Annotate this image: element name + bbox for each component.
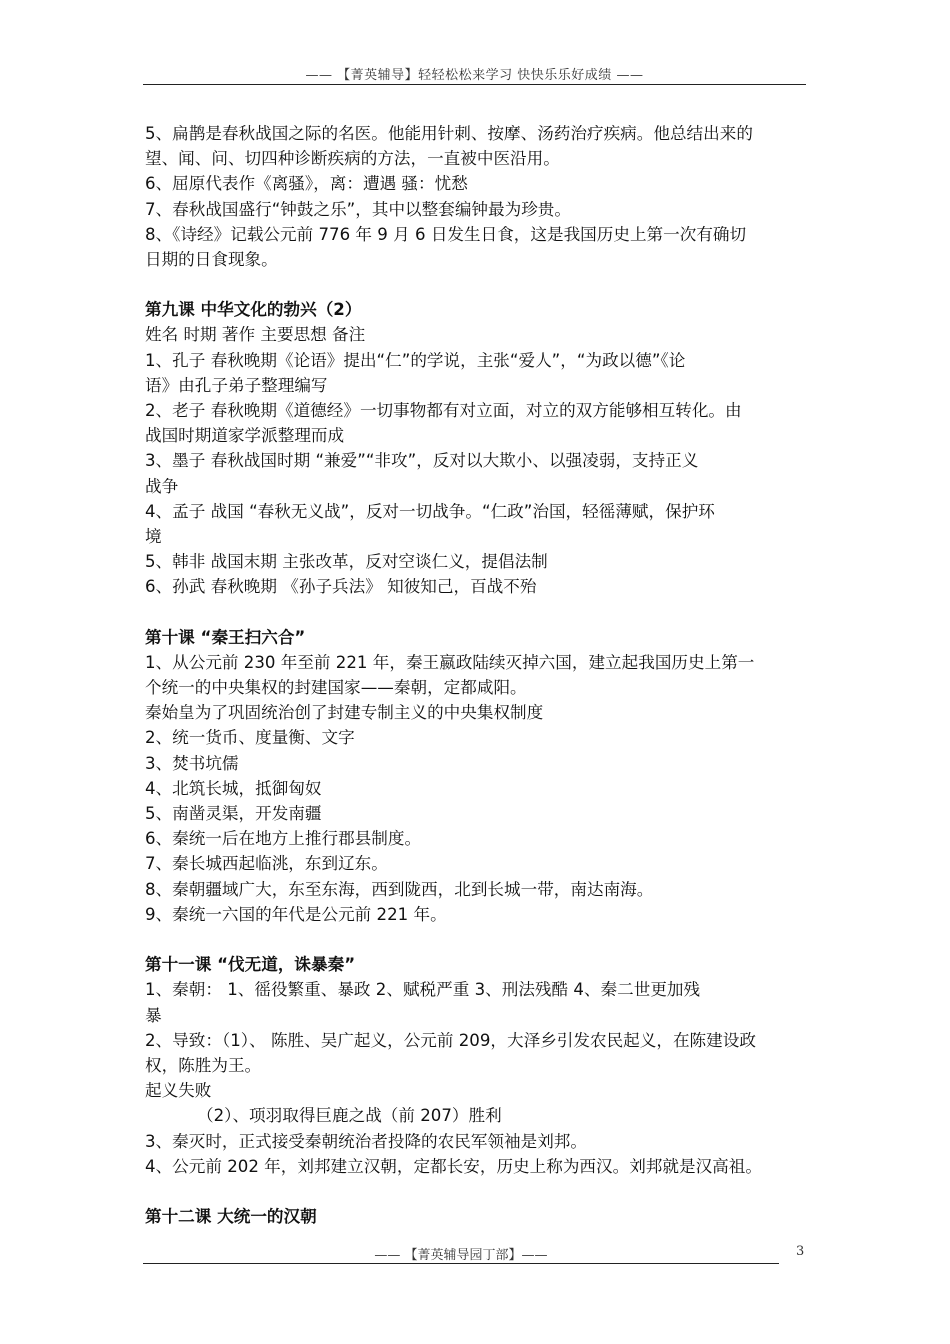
blank-line — [145, 272, 810, 297]
text-line: 起义失败 — [145, 1081, 212, 1101]
text-line: 秦始皇为了巩固统治创了封建专制主义的中央集权制度 — [145, 703, 544, 723]
text-line: 个统一的中央集权的封建国家——秦朝，定都咸阳。 — [145, 678, 527, 698]
text-line: 语》由孔子弟子整理编写 — [145, 375, 328, 395]
section-heading-lesson-9: 第九课 中华文化的勃兴（2） — [145, 300, 362, 320]
text-line: （2）、项羽取得巨鹿之战（前 207）胜利 — [197, 1106, 502, 1126]
text-line: 7、春秋战国盛行“钟鼓之乐”，其中以整套编钟最为珍贵。 — [145, 199, 571, 219]
text-line: 2、老子 春秋晚期《道德经》一切事物都有对立面，对立的双方能够相互转化。由 — [145, 401, 742, 421]
text-line: 6、孙武 春秋晚期 《孙子兵法》 知彼知己，百战不殆 — [145, 577, 537, 597]
text-line: 权，陈胜为王。 — [145, 1055, 262, 1075]
text-line: 暴 — [145, 1005, 162, 1025]
text-line: 8、《诗经》记载公元前 776 年 9 月 6 日发生日食，这是我国历史上第一次有确切 — [145, 224, 747, 244]
text-line: 5、南凿灵渠，开发南疆 — [145, 804, 322, 824]
text-line: 战争 — [145, 476, 179, 496]
text-line: 日期的日食现象。 — [145, 250, 278, 270]
text-line: 战国时期道家学派整理而成 — [145, 426, 345, 446]
text-line: 4、公元前 202 年，刘邦建立汉朝，定都长安，历史上称为西汉。刘邦就是汉高祖。 — [145, 1156, 762, 1176]
text-line: 2、统一货币、度量衡、文字 — [145, 728, 355, 748]
text-line: 3、墨子 春秋战国时期 “兼爱”“非攻”，反对以大欺小、以强凌弱，支持正义 — [145, 451, 699, 471]
footer-rule — [143, 1263, 779, 1264]
text-line: 5、韩非 战国末期 主张改革，反对空谈仁义，提倡法制 — [145, 552, 548, 572]
text-line: 3、焚书坑儒 — [145, 753, 239, 773]
text-line: 5、扁鹊是春秋战国之际的名医。他能用针刺、按摩、汤药治疗疾病。他总结出来的 — [145, 124, 753, 143]
page-number: 3 — [796, 1244, 805, 1259]
page-header: —— 【菁英辅导】轻轻松松来学习 快快乐乐好成绩 —— — [305, 68, 644, 83]
text-line: 望、闻、问、切四种诊断疾病的方法，一直被中医沿用。 — [145, 149, 560, 169]
text-line: 2、导致：（1）、 陈胜、吴广起义，公元前 209，大泽乡引发农民起义，在陈建设政 — [145, 1030, 756, 1050]
text-line: 7、秦长城西起临洮，东到辽东。 — [145, 854, 388, 874]
text-line: 8、秦朝疆域广大，东至东海，西到陇西，北到长城一带，南达南海。 — [145, 879, 654, 899]
page-footer: —— 【菁英辅导园丁部】—— — [374, 1248, 548, 1263]
header-rule — [143, 84, 806, 85]
section-heading-lesson-12: 第十二课 大统一的汉朝 — [145, 1206, 317, 1226]
text-line: 3、秦灭时，正式接受秦朝统治者投降的农民军领袖是刘邦。 — [145, 1131, 587, 1151]
document-body — [145, 121, 810, 1229]
text-line: 1、秦朝： 1、徭役繁重、暴政 2、赋税严重 3、刑法残酷 4、秦二世更加残 — [145, 980, 701, 1000]
section-heading-lesson-11: 第十一课 “伐无道，诛暴秦” — [145, 955, 356, 975]
text-line: 6、屈原代表作《离骚》，离：遭遇 骚：忧愁 — [145, 174, 468, 194]
text-line: 4、孟子 战国 “春秋无义战”，反对一切战争。“仁政”治国，轻徭薄赋，保护环 — [145, 501, 715, 521]
section-heading-lesson-10: 第十课 “秦王扫六合” — [145, 627, 306, 647]
text-line: 姓名 时期 著作 主要思想 备注 — [145, 325, 366, 345]
blank-line — [145, 1179, 810, 1204]
text-line: 9、秦统一六国的年代是公元前 221 年。 — [145, 904, 447, 924]
blank-line — [145, 600, 810, 625]
text-line: 4、北筑长城，抵御匈奴 — [145, 778, 322, 798]
text-line: 1、从公元前 230 年至前 221 年，秦王嬴政陆续灭掉六国，建立起我国历史上第一 — [145, 652, 755, 672]
text-line: 境 — [145, 527, 162, 547]
text-line: 1、孔子 春秋晚期《论语》提出“仁”的学说，主张“爱人”，“为政以德”《论 — [145, 350, 686, 370]
blank-line — [145, 927, 810, 952]
text-line: 6、秦统一后在地方上推行郡县制度。 — [145, 829, 422, 849]
